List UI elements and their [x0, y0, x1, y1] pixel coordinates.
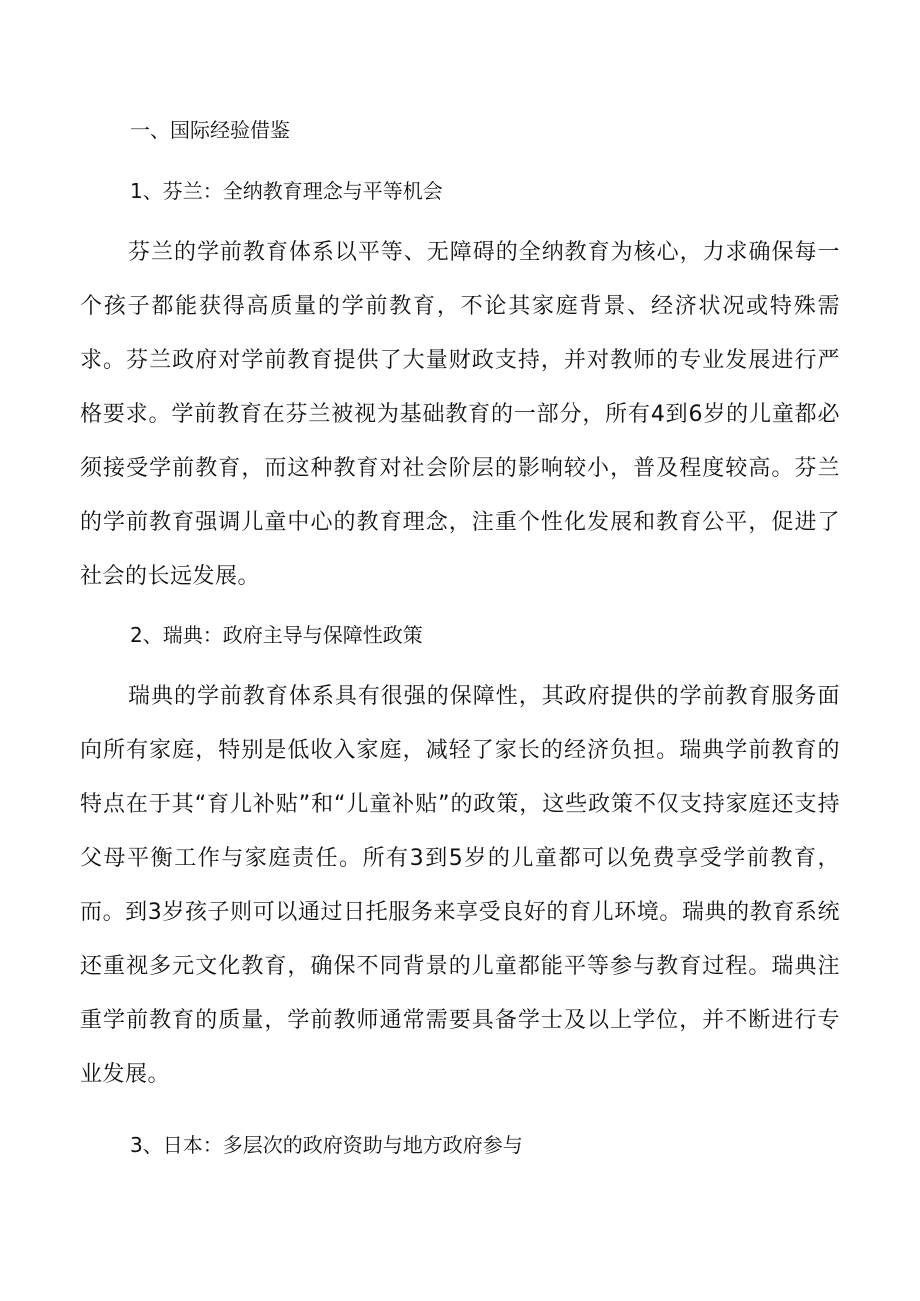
- paragraph-sweden: 瑞典的学前教育体系具有很强的保障性，其政府提供的学前教育服务面向所有家庭，特别是低收入家庭，减轻了家长的经济负担。瑞典学前教育的特点在于其“育儿补贴”和“儿童补贴”的政策，这些政策不仅支持家庭还支持父母平衡工作与家庭责任。所有3到5岁的儿童都可以免费享受学前教育，而。到3岁孩子则可以通过日托服务来享受良好的育儿环境。瑞典的教育系统还重视多元文化教育，确保不同背景的儿童都能平等参与教育过程。瑞典注重学前教育的质量，学前教师通常需要具备学士及以上学位，并不断进行专业发展。: [80, 684, 840, 1087]
- subsection-heading-sweden: 2、瑞典：政府主导与保障性政策: [130, 623, 423, 647]
- subsection-heading-finland: 1、芬兰：全纳教育理念与平等机会: [130, 179, 443, 203]
- subsection-heading-japan: 3、日本：多层次的政府资助与地方政府参与: [130, 1133, 523, 1157]
- paragraph-finland: 芬兰的学前教育体系以平等、无障碍的全纳教育为核心，力求确保每一个孩子都能获得高质量的学前教育，不论其家庭背景、经济状况或特殊需求。芬兰政府对学前教育提供了大量财政支持，并对教师的专业发展进行严格要求。学前教育在芬兰被视为基础教育的一部分，所有4到6岁的儿童都必须接受学前教育，而这种教育对社会阶层的影响较小，普及程度较高。芬兰的学前教育强调儿童中心的教育理念，注重个性化发展和教育公平，促进了社会的长远发展。: [80, 240, 840, 589]
- section-heading: 一、国际经验借鉴: [130, 118, 290, 142]
